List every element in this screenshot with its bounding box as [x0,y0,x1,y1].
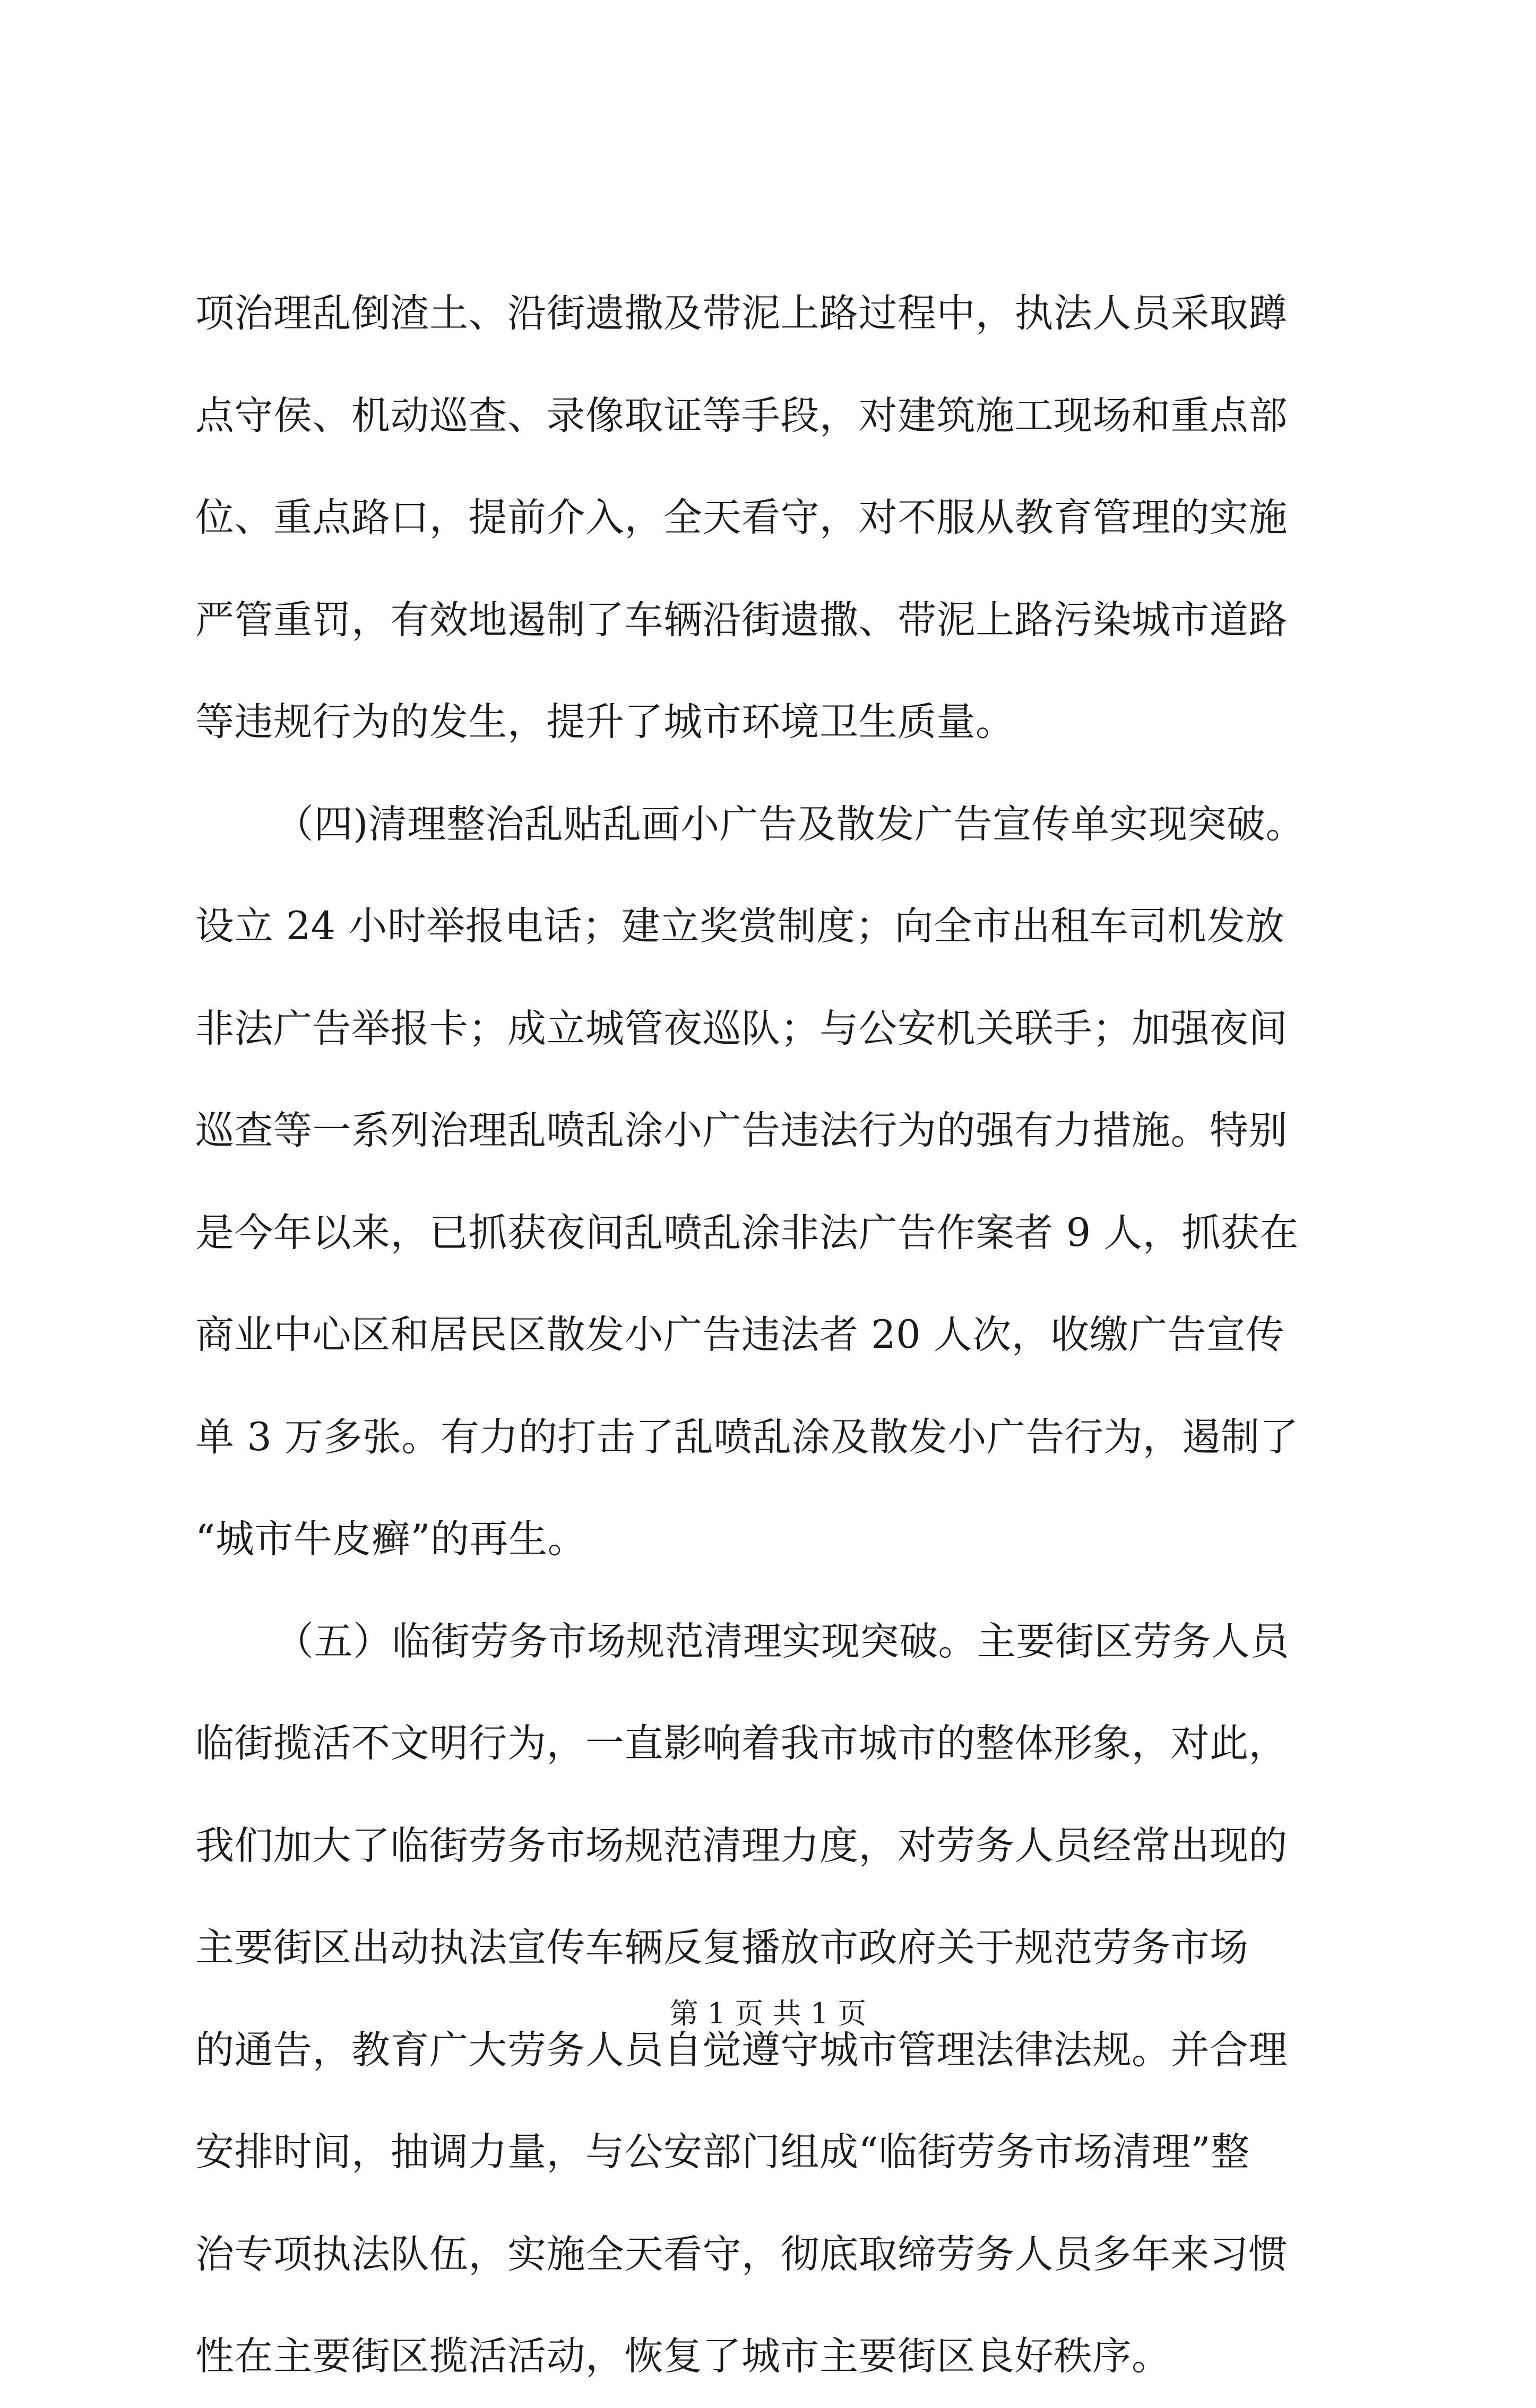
text-line: 是今年以来，已抓获夜间乱喷乱涂非法广告作案者 9 人，抓获在 [195,1210,1299,1255]
text-line: 主要街区出动执法宣传车辆反复播放市政府关于规范劳务市场 [195,1925,1249,1970]
paragraph-heading-5: （五）临街劳务市场规范清理实现突破。主要街区劳务人员 [275,1618,1289,1664]
text-line: 的通告，教育广大劳务人员自觉遵守城市管理法律法规。并合理 [195,2027,1288,2073]
text-line: 巡查等一系列治理乱喷乱涂小广告违法行为的强有力措施。特别 [195,1108,1288,1153]
text-line: 我们加大了临街劳务市场规范清理力度，对劳务人员经常出现的 [195,1823,1288,1868]
text-line: 治专项执法队伍，实施全天看守，彻底取缔劳务人员多年来习惯 [195,2231,1288,2277]
text-line: 单 3 万多张。有力的打击了乱喷乱涂及散发小广告行为，遏制了 [195,1414,1299,1460]
text-line: 临街揽活不文明行为，一直影响着我市城市的整体形象，对此， [195,1721,1288,1766]
text-line: 严管重罚，有效地遏制了车辆沿街遗撒、带泥上路污染城市道路 [195,597,1288,643]
text-line: 位、重点路口，提前介入，全天看守，对不服从教育管理的实施 [195,495,1288,540]
paragraph-heading-4: （四)清理整治乱贴乱画小广告及散发广告宣传单实现突破。 [275,801,1305,847]
body-text [195,263,1342,2408]
page-number-footer: 第 1 页 共 1 页 [669,1997,867,2030]
text-line: 商业中心区和居民区散发小广告违法者 20 人次，收缴广告宣传 [195,1312,1285,1357]
text-line: 设立 24 小时举报电话；建立奖赏制度；向全市出租车司机发放 [195,904,1285,949]
text-line: “城市牛皮癣”的再生。 [195,1517,587,1562]
text-line: 项治理乱倒渣土、沿街遗撒及带泥上路过程中，执法人员采取蹲 [195,291,1288,336]
text-line: 性在主要街区揽活活动，恢复了城市主要街区良好秩序。 [195,2334,1171,2379]
text-line: 等违规行为的发生，提升了城市环境卫生质量。 [195,699,1015,744]
text-line: 安排时间，抽调力量，与公安部门组成“临街劳务市场清理”整 [195,2129,1250,2175]
text-line: 点守侯、机动巡查、录像取证等手段，对建筑施工现场和重点部 [195,393,1288,438]
text-line: 非法广告举报卡；成立城管夜巡队；与公安机关联手；加强夜间 [195,1006,1288,1051]
